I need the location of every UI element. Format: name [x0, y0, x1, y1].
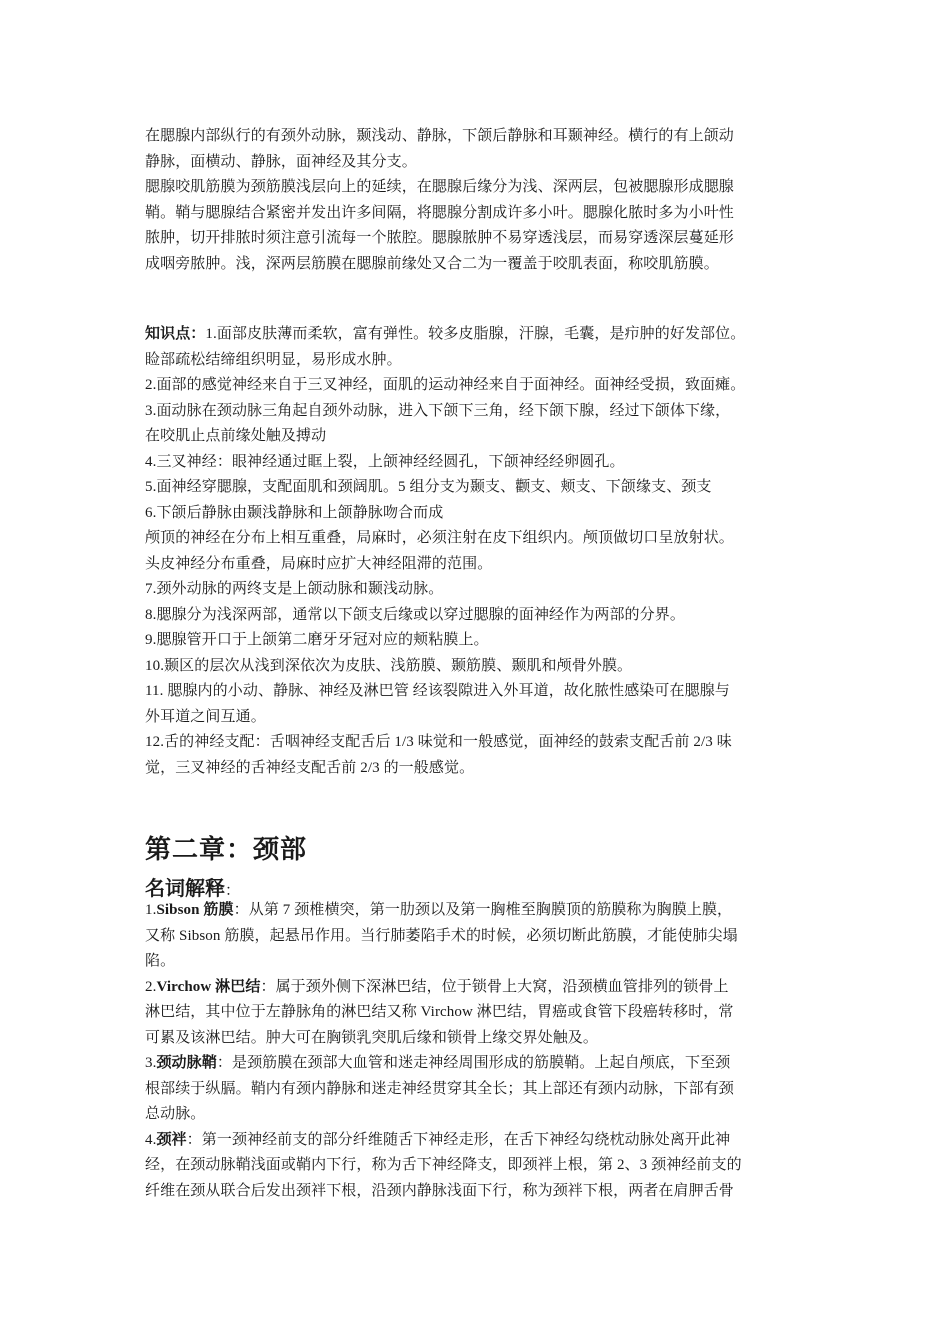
- knowledge-line: 头皮神经分布重叠，局麻时应扩大神经阻滞的范围。: [145, 555, 493, 572]
- knowledge-line: 睑部疏松结缔组织明显，易形成水肿。: [145, 351, 402, 368]
- section-title: [145, 872, 240, 901]
- term-number: 3.: [145, 1055, 157, 1071]
- term-separator: ：: [260, 978, 276, 995]
- term-entry-carotid-sheath: [145, 1051, 825, 1128]
- term-text: 第一颈神经前支的部分纤维随舌下神经走形，在舌下神经勾绕枕动脉处离开此神: [201, 1131, 731, 1148]
- term-heading: Virchow 淋巴结: [156, 978, 261, 995]
- term-entry-virchow-node: [145, 975, 825, 1052]
- term-text: 是颈筋膜在颈部大血管和迷走神经周围形成的筋膜鞘。上起自颅底，下至颈: [231, 1055, 731, 1071]
- term-definitions: [145, 898, 825, 1204]
- term-number: 4.: [145, 1131, 157, 1148]
- knowledge-line: 5.面神经穿腮腺，支配面肌和颈阔肌。5 组分支为颞支、颧支、颊支、下颌缘支、颈支: [145, 479, 712, 495]
- text-line: 成咽旁脓肿。浅，深两层筋膜在腮腺前缘处又合二为一覆盖于咬肌表面，称咬肌筋膜。: [145, 255, 719, 272]
- knowledge-line: 6.下颌后静脉由颞浅静脉和上颌静脉吻合而成: [145, 504, 444, 521]
- knowledge-line: 12.舌的神经支配：舌咽神经支配舌后 1/3 味觉和一般感觉，面神经的鼓索支配舌前 2/3 味: [145, 734, 732, 750]
- term-line: 淋巴结，其中位于左静脉角的淋巴结又称 Virchow 淋巴结，胃癌或食管下段癌转移时，常: [145, 1004, 734, 1020]
- term-entry-sibson-fascia: [145, 898, 825, 975]
- term-separator: ：: [233, 902, 249, 918]
- knowledge-line: 7.颈外动脉的两终支是上颌动脉和颞浅动脉。: [145, 581, 444, 597]
- knowledge-text: 1.面部皮肤薄而柔软，富有弹性。较多皮脂腺，汗腺，毛囊，是疖肿的好发部位。: [205, 326, 746, 342]
- knowledge-line: 在咬肌止点前缘处触及搏动: [145, 428, 327, 444]
- knowledge-line: 觉，三叉神经的舌神经支配舌前 2/3 的一般感觉。: [145, 759, 475, 776]
- knowledge-line: 3.面动脉在颈动脉三角起自颈外动脉，进入下颌下三角，经下颌下腺，经过下颌体下缘，: [145, 402, 731, 419]
- paragraph-parotid-fascia: [145, 175, 825, 277]
- knowledge-line: 9.腮腺管开口于上颌第二磨牙牙冠对应的颊粘膜上。: [145, 632, 489, 648]
- text-line: 静脉，面横动、静脉，面神经及其分支。: [145, 153, 417, 170]
- knowledge-line: [145, 322, 845, 348]
- knowledge-line: 11. 腮腺内的小动、静脉、神经及淋巴管 经该裂隙进入外耳道，故化脓性感染可在腮腺与: [145, 683, 730, 699]
- text-line: 腮腺咬肌筋膜为颈筋膜浅层向上的延续，在腮腺后缘分为浅、深两层，包被腮腺形成腮腺: [145, 179, 734, 195]
- intro-section: [145, 124, 825, 277]
- term-separator: ：: [216, 1055, 232, 1071]
- term-number: 1.: [145, 902, 157, 918]
- knowledge-line: 外耳道之间互通。: [145, 708, 266, 725]
- term-line: 可累及该淋巴结。肿大可在胸锁乳突肌后缘和锁骨上缘交界处触及。: [145, 1029, 599, 1046]
- section-title-text: 名词解释: [145, 876, 225, 900]
- knowledge-heading: 知识点：: [145, 326, 206, 342]
- text-line: 脓肿，切开排脓时须注意引流每一个脓腔。腮腺脓肿不易穿透浅层，而易穿透深层蔓延形: [145, 230, 734, 246]
- term-text: 属于颈外侧下深淋巴结，位于锁骨上大窝，沿颈横血管排列的锁骨上: [275, 978, 729, 995]
- term-line: [145, 975, 825, 1001]
- chapter-title: 第二章：颈部: [145, 835, 308, 865]
- paragraph-parotid-vessels: [145, 124, 825, 175]
- knowledge-line: 10.颞区的层次从浅到深依次为皮肤、浅筋膜、颞筋膜、颞肌和颅骨外膜。: [145, 657, 633, 674]
- knowledge-line: 8.腮腺分为浅深两部，通常以下颌支后缘或以穿过腮腺的面神经作为两部的分界。: [145, 606, 685, 623]
- term-line: [145, 898, 825, 924]
- term-heading: 颈动脉鞘: [156, 1055, 217, 1071]
- term-line: [145, 1128, 825, 1154]
- term-number: 2.: [145, 978, 157, 995]
- text-line: 在腮腺内部纵行的有颈外动脉，颞浅动、静脉，下颌后静脉和耳颞神经。横行的有上颌动: [145, 128, 734, 144]
- term-text: 从第 7 颈椎横突，第一肋颈以及第一胸椎至胸膜顶的筋膜称为胸膜上膜，: [248, 902, 733, 918]
- term-line: 又称 Sibson 筋膜，起悬吊作用。当行肺萎陷手术的时候，必须切断此筋膜，才能使肺尖塌: [145, 927, 738, 944]
- term-heading: 颈袢: [156, 1131, 187, 1148]
- knowledge-line: 4.三叉神经：眼神经通过眶上裂，上颌神经经圆孔，下颌神经经卵圆孔。: [145, 453, 625, 470]
- section-title-colon: ：: [225, 881, 241, 899]
- term-line: 总动脉。: [145, 1106, 206, 1122]
- term-heading: Sibson 筋膜: [156, 902, 234, 918]
- knowledge-line: 颅顶的神经在分布上相互重叠，局麻时，必须注射在皮下组织内。颅顶做切口呈放射状。: [145, 530, 734, 546]
- term-line: 根部续于纵膈。鞘内有颈内静脉和迷走神经贯穿其全长；其上部还有颈内动脉，下部有颈: [145, 1080, 734, 1097]
- term-entry-ansa-cervicalis: [145, 1128, 825, 1205]
- knowledge-line: 2.面部的感觉神经来自于三叉神经，面肌的运动神经来自于面神经。面神经受损，致面瘫。: [145, 377, 746, 393]
- text-line: 鞘。鞘与腮腺结合紧密并发出许多间隔，将腮腺分割成许多小叶。腮腺化脓时多为小叶性: [145, 204, 734, 221]
- term-separator: ：: [186, 1131, 202, 1148]
- term-line: 经，在颈动脉鞘浅面或鞘内下行，称为舌下神经降支，即颈袢上根，第 2、3 颈神经前支的: [145, 1157, 742, 1173]
- term-line: 陷。: [145, 953, 176, 969]
- term-line: [145, 1051, 825, 1077]
- knowledge-points-section: [145, 322, 845, 781]
- term-line: 纤维在颈从联合后发出颈袢下根，沿颈内静脉浅面下行，称为颈袢下根，两者在肩胛舌骨: [145, 1182, 734, 1199]
